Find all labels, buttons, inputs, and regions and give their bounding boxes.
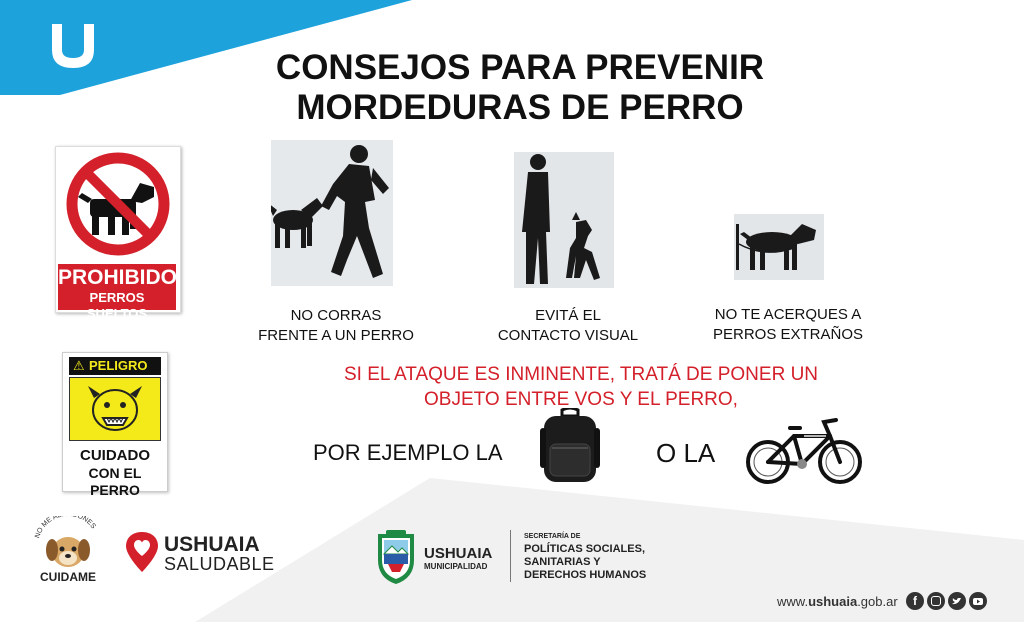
prohibido-label: PROHIBIDO	[58, 266, 178, 289]
municipalidad-line-2: MUNICIPALIDAD	[424, 562, 488, 571]
instagram-icon[interactable]	[927, 592, 945, 610]
heart-pin-icon	[124, 530, 160, 574]
saludable-line-1: USHUAIA	[164, 533, 260, 556]
tip-1-line-2: FRENTE A UN PERRO	[258, 327, 414, 344]
twitter-icon[interactable]	[948, 592, 966, 610]
peligro-sign	[62, 352, 168, 498]
example-middle: O LA	[656, 438, 716, 468]
angry-dog-icon	[70, 378, 160, 440]
tip-caption-2	[484, 306, 652, 346]
title-line-2: MORDEDURAS DE PERRO	[296, 88, 744, 127]
saludable-line-2: SALUDABLE	[164, 554, 275, 574]
attack-warning	[300, 362, 862, 412]
tip-image-person	[514, 152, 614, 288]
prohibido-sign	[55, 146, 181, 321]
peligro-header	[69, 357, 161, 375]
tip-image-runner	[271, 140, 393, 286]
tip-2-line-1: EVITÁ EL	[535, 307, 601, 324]
website-link[interactable]	[777, 594, 898, 610]
tip-caption-1	[246, 306, 426, 346]
secretaria-line-1: POLÍTICAS SOCIALES,	[524, 543, 646, 555]
warning-line-2: OBJETO ENTRE VOS Y EL PERRO,	[424, 389, 738, 410]
warning-line-1: SI EL ATAQUE ES INMINENTE, TRATÁ DE PONER UN	[343, 364, 819, 385]
runner-dog-icon	[271, 140, 393, 286]
dog-face-icon	[30, 516, 106, 570]
website-prefix: www.	[777, 594, 809, 609]
tip-caption-3	[700, 305, 876, 345]
title-line-1: CONSEJOS PARA PREVENIR	[275, 48, 765, 87]
example-prefix: POR EJEMPLO LA	[313, 440, 503, 465]
municipal-crest-icon	[372, 528, 420, 586]
facebook-icon[interactable]: f	[906, 592, 924, 610]
bicycle-icon	[744, 414, 864, 486]
website-suffix: .gob.ar	[857, 594, 898, 609]
prohibido-banner	[58, 264, 178, 321]
tip-3-line-1: NO TE ACERQUES A	[714, 306, 862, 323]
con-el-perro-label: CON EL PERRO	[88, 465, 142, 498]
cuidado-label: CUIDADO	[80, 447, 150, 464]
youtube-icon[interactable]	[969, 592, 987, 610]
municipalidad-line-1: USHUAIA	[424, 545, 493, 562]
tip-image-tied-dog	[734, 214, 824, 280]
warning-triangle-icon: ⚠	[73, 358, 85, 373]
prohibido-sublabel: PERROS SUELTOS	[86, 290, 148, 321]
website-brand: ushuaia	[808, 594, 858, 609]
cuidame-logo	[30, 516, 106, 588]
no-dogs-icon	[56, 147, 180, 262]
cuidame-label: CUIDAME	[40, 570, 96, 584]
tip-1-line-1: NO CORRAS	[290, 307, 382, 324]
peligro-label: PELIGRO	[89, 358, 148, 373]
secretaria-small: SECRETARÍA DE	[524, 533, 581, 540]
secretaria-line-2: SANITARIAS Y	[524, 556, 601, 568]
angry-dog-panel	[69, 377, 161, 441]
page-title	[0, 48, 1024, 128]
secretaria-line-3: DERECHOS HUMANOS	[524, 569, 647, 581]
tied-dog-icon	[734, 214, 824, 280]
tip-3-line-2: PERROS EXTRAÑOS	[712, 326, 864, 343]
footer-divider	[510, 530, 511, 582]
person-dog-icon	[514, 152, 614, 288]
backpack-icon	[538, 408, 602, 486]
cuidame-arc-text: NO ME A ONES	[34, 516, 97, 540]
tip-2-line-2: CONTACTO VISUAL	[497, 327, 639, 344]
